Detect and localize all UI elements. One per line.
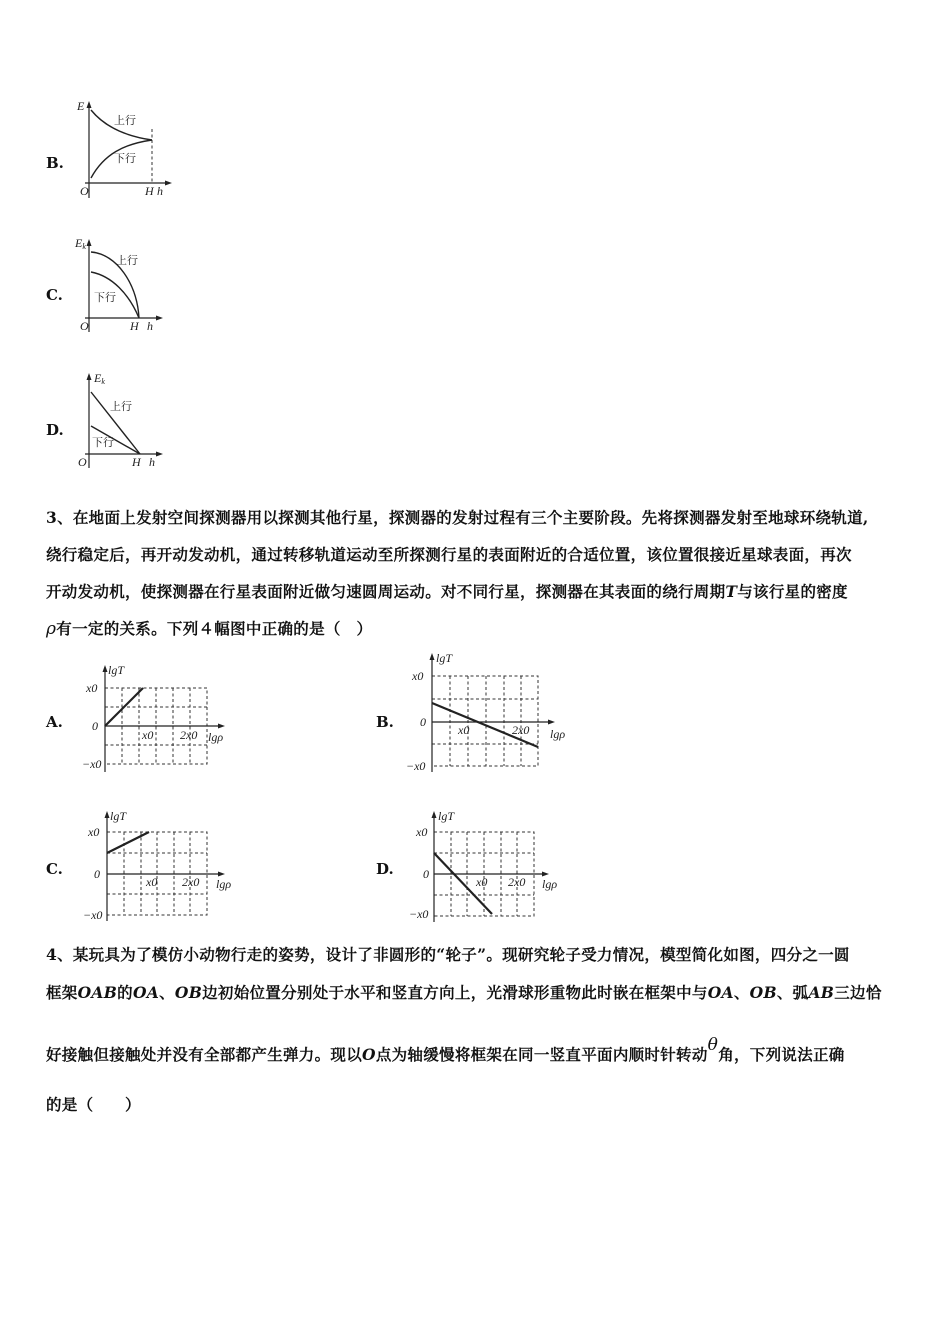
grid-box [432,676,538,766]
q4-line-4: 的是（ ） [46,1095,141,1114]
y-label: lgT [110,809,127,823]
h-mark-label: H [145,184,154,198]
h-mark-label: H [132,455,141,469]
y-label: E [77,99,85,113]
y-axis-arrow [432,811,437,818]
down-label: 下行 [94,292,116,304]
tick-neg: −x0 [406,759,426,773]
tick-neg: −x0 [83,908,103,922]
x-label: lgρ [550,727,566,741]
q3-option-b-label: B. [376,713,394,731]
q3-line-1: 3、在地面上发射空间探测器用以探测其他行星，探测器的发射过程有三个主要阶段。先将探测器发射至地球环绕轨道, [46,508,869,527]
option-b-label: B. [46,154,64,172]
tick-pos: x0 [86,681,98,695]
data-line [107,832,149,853]
y-axis-arrow [87,373,92,380]
tick-neg: −x0 [409,907,429,921]
x-axis-arrow [165,181,172,186]
x-axis-arrow [156,452,163,457]
h-mark-label: H [130,319,139,333]
q3-graph-a [80,660,250,780]
q3-line-2: 绕行稳定后，再开动发动机，通过转移轨道运动至所探测行星的表面附近的合适位置，该位置很接近星球表面，再次 [46,545,852,564]
down-label: 下行 [92,437,114,449]
tick-x1: x0 [458,723,470,737]
q3-graph-d [404,806,580,926]
y-label: lgT [436,651,453,665]
tick-x2: 2x0 [182,875,200,889]
tick-pos: x0 [412,669,424,683]
origin: 0 [92,719,98,733]
q4-line-1: 4、某玩具为了模仿小动物行走的姿势，设计了非圆形的“轮子”。现研究轮子受力情况，模型简化如图，四分之一圆 [46,945,850,964]
y-axis-arrow [430,653,435,660]
y-axis-arrow [105,811,110,818]
var-t: T [725,582,738,601]
option-d-label: D. [46,421,64,439]
origin-label: O [80,319,89,333]
q3-option-c-label: C. [46,860,63,878]
origin: 0 [420,715,426,729]
up-label: 上行 [116,255,138,267]
q3-graph-c [80,806,250,926]
tick-x2: 2x0 [512,723,530,737]
option-b-graph [72,96,182,206]
x-axis-arrow [542,872,549,877]
origin: 0 [94,867,100,881]
q3-option-a-label: A. [46,713,63,731]
tick-x1: x0 [476,875,488,889]
x-axis-arrow [156,316,163,321]
option-c-label: C. [46,286,63,304]
option-c-graph [72,234,182,338]
var-rho: ρ [46,619,57,639]
y-label: Ek [94,371,105,386]
q4-line-2: 框架OAB的OA、OB边初始位置分别处于水平和竖直方向上，光滑球形重物此时嵌在框架中与OA、OB、弧AB三边恰 [46,983,882,1002]
q3-line-4: ρ有一定的关系。下列４幅图中正确的是（ ） [46,619,373,639]
x-label: lgρ [216,877,232,891]
h-axis-label: h [147,319,153,333]
q3-option-d-label: D. [376,860,394,878]
tick-neg: −x0 [82,757,102,771]
x-axis-arrow [218,724,225,729]
tick-x2: 2x0 [508,875,526,889]
q3-line-3: 开动发动机，使探测器在行星表面附近做匀速圆周运动。对不同行星，探测器在其表面的绕行周期T与该行星的密度 [46,582,848,601]
origin: 0 [423,867,429,881]
h-axis-label: h [149,455,155,469]
option-d-graph [72,368,182,472]
h-axis-label: h [157,184,163,198]
up-label: 上行 [114,115,136,127]
y-label: lgT [108,663,125,677]
down-label: 下行 [114,153,136,165]
y-label: Ek [75,236,86,251]
y-axis-arrow [87,239,92,246]
tick-x1: x0 [142,728,154,742]
tick-x1: x0 [146,875,158,889]
q4-line-3: 好接触但接触处并没有全部都产生弹力。现以O点为轴缓慢将框架在同一竖直平面内顺时针转动θ角，下列说法正确 [46,1035,845,1064]
x-axis-arrow [548,720,555,725]
var-theta: θ [707,1035,719,1055]
up-label: 上行 [110,401,132,413]
x-label: lgρ [542,877,558,891]
origin-label: O [80,184,89,198]
q3-graph-b [400,648,580,778]
tick-pos: x0 [416,825,428,839]
x-label: lgρ [208,730,224,744]
y-axis-arrow [103,665,108,672]
tick-x2: 2x0 [180,728,198,742]
y-axis-arrow [87,101,92,108]
origin-label: O [78,455,87,469]
y-label: lgT [438,809,455,823]
x-axis-arrow [218,872,225,877]
tick-pos: x0 [88,825,100,839]
